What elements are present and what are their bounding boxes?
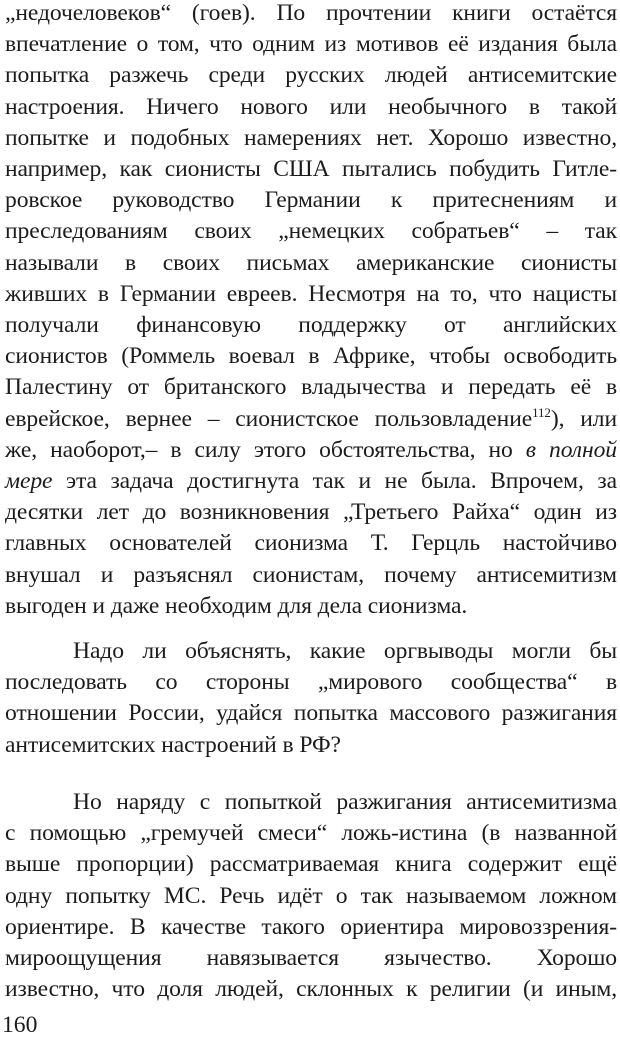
- text-line: живших в Германии евреев. Несмотря на то, что нацисты: [5, 280, 617, 307]
- text-line: [5, 404, 617, 435]
- text-line: получали финансовую поддержку от английских: [5, 312, 617, 339]
- paragraph-3: [5, 787, 617, 1005]
- text-line: с помощью „гремучей смеси“ ложь-истина (в названной: [5, 820, 617, 847]
- text-line: Надо ли объяснять, какие оргвыводы могли бы: [73, 638, 617, 664]
- text-line: выгоден и даже необходим для дела сионизма.: [5, 592, 468, 619]
- text-line: Но наряду с попыткой разжигания антисемитизма: [73, 789, 617, 815]
- text-line: ровское руководство Германии к притеснениям и: [5, 187, 617, 214]
- text-line: антисемитских настроений в РФ?: [5, 731, 341, 758]
- text-line: мироощущения навязывается язычество. Хорошо: [5, 945, 617, 972]
- page-number: 160: [2, 1012, 38, 1038]
- footnote-reference: 112: [532, 404, 551, 420]
- text-line: попытка разжечь среди русских людей антисемитские: [5, 62, 617, 89]
- paragraph-1: [5, 0, 617, 622]
- paragraph-2: [5, 636, 617, 761]
- text-segment: же, наоборот,– в силу этого обстоятельства, но: [5, 436, 526, 463]
- text-line: последовать со стороны „мирового сообщества“ в: [5, 669, 617, 696]
- text-line: десятки лет до возникновения „Третьего Райха“ один из: [5, 499, 617, 526]
- text-line: внушал и разъяснял сионистам, почему антисемитизм: [5, 561, 617, 588]
- text-line: преследованиям своих „немецких собратьев“ – так: [5, 218, 617, 245]
- text-line: известно, что доля людей, склонных к религии (и иным,: [5, 976, 617, 1003]
- text-line: одну попытку МС. Речь идёт о так называемом ложном: [5, 882, 617, 909]
- text-line: ориентире. В качестве такого ориентира мировоззрения-: [5, 913, 617, 940]
- text-line: [5, 435, 617, 466]
- text-line: „недочеловеков“ (гоев). По прочтении книги остаётся: [5, 0, 617, 26]
- italic-text: в полной: [525, 436, 617, 463]
- italic-text: мере: [5, 468, 53, 495]
- text-line: например, как сионисты США пытались побудить Гитле-: [5, 156, 617, 183]
- text-line: Палестину от британского владычества и передать её в: [5, 374, 617, 401]
- text-line: [5, 466, 617, 497]
- text-line: попытке и подобных намерениях нет. Хорошо известно,: [5, 124, 617, 151]
- text-line: называли в своих письмах американские сионисты: [5, 249, 617, 276]
- text-line: настроения. Ничего нового или необычного в такой: [5, 93, 617, 120]
- text-segment: эта задача достигнута так и не была. Впрочем, за: [52, 468, 617, 495]
- text-line: сионистов (Роммель воевал в Африке, чтобы освободить: [5, 343, 617, 370]
- text-segment: ), или: [550, 405, 617, 432]
- text-line: впечатление о том, что одним из мотивов её издания была: [5, 31, 617, 58]
- text-line: главных основателей сионизма Т. Герцль настойчиво: [5, 530, 617, 557]
- text-line: отношении России, удайся попытка массового разжигания: [5, 700, 617, 727]
- text-segment: еврейское, вернее – сионистское пользовладение: [5, 405, 533, 432]
- text-line: выше пропорции) рассматриваемая книга содержит ещё: [5, 851, 617, 878]
